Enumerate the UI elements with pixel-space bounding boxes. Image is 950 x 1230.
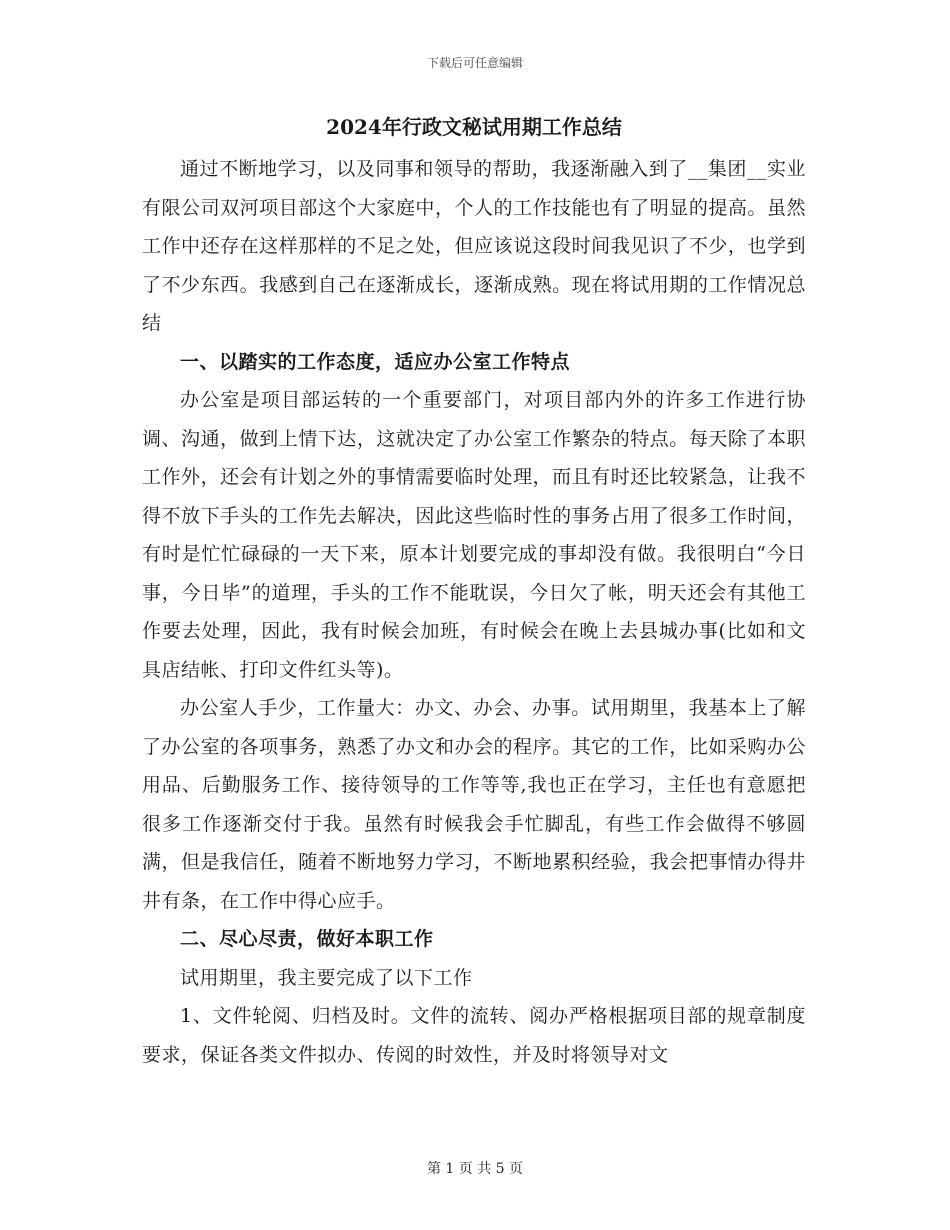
paragraph-office-workload: 办公室人手少，工作量大：办文、办会、办事。试用期里，我基本上了解了办公室的各项事务，熟悉了办文和办会的程序。其它的工作，比如采购办公用品、后勤服务工作、接待领导的工作等等,我也正在学习，主任也有意愿把很多工作逐渐交付于我。虽然有时候我会手忙脚乱，有些工作会做得不够圆满，但是我信任，随着不断地努力学习，不断地累积经验，我会把事情办得井井有条，在工作中得心应手。 (142, 697, 806, 912)
paragraph-office-role: 办公室是项目部运转的一个重要部门，对项目部内外的许多工作进行协调、沟通，做到上情下达，这就决定了办公室工作繁杂的特点。每天除了本职工作外，还会有计划之外的事情需要临时处理，而且有时还比较紧急，让我不得不放下手头的工作先去解决，因此这些临时性的事务占用了很多工作时间，有时是忙忙碌碌的一天下来，原本计划要完成的事却没有做。我很明白“今日事，今日毕”的道理，手头的工作不能耽误，今日欠了帐，明天还会有其他工作要去处理，因此，我有时候会加班，有时候会在晚上去县城办事(比如和文具店结帐、打印文件红头等)。 (142, 389, 806, 681)
section-heading-1: 一、以踏实的工作态度，适应办公室工作特点 (180, 350, 571, 373)
paragraph-intro: 通过不断地学习，以及同事和领导的帮助，我逐渐融入到了__集团__实业有限公司双河项目部这个大家庭中，个人的工作技能也有了明显的提高。虽然工作中还存在这样那样的不足之处，但应该说这段时间我见识了不少，也学到了不少东西。我感到自己在逐渐成长，逐渐成熟。现在将试用期的工作情况总结 (142, 158, 806, 334)
paragraph-item-1: 1、文件轮阅、归档及时。文件的流转、阅办严格根据项目部的规章制度要求，保证各类文件拟办、传阅的时效性，并及时将领导对文 (142, 1005, 806, 1066)
section-heading-2: 二、尽心尽责，做好本职工作 (180, 928, 434, 950)
page-number: 第 1 页 共 5 页 (426, 1161, 524, 1177)
document-title: 2024年行政文秘试用期工作总结 (326, 115, 622, 139)
paragraph-work-intro: 试用期里，我主要完成了以下工作 (180, 966, 473, 989)
document-body (142, 110, 806, 1074)
header-note: 下载后可任意编辑 (426, 56, 523, 70)
